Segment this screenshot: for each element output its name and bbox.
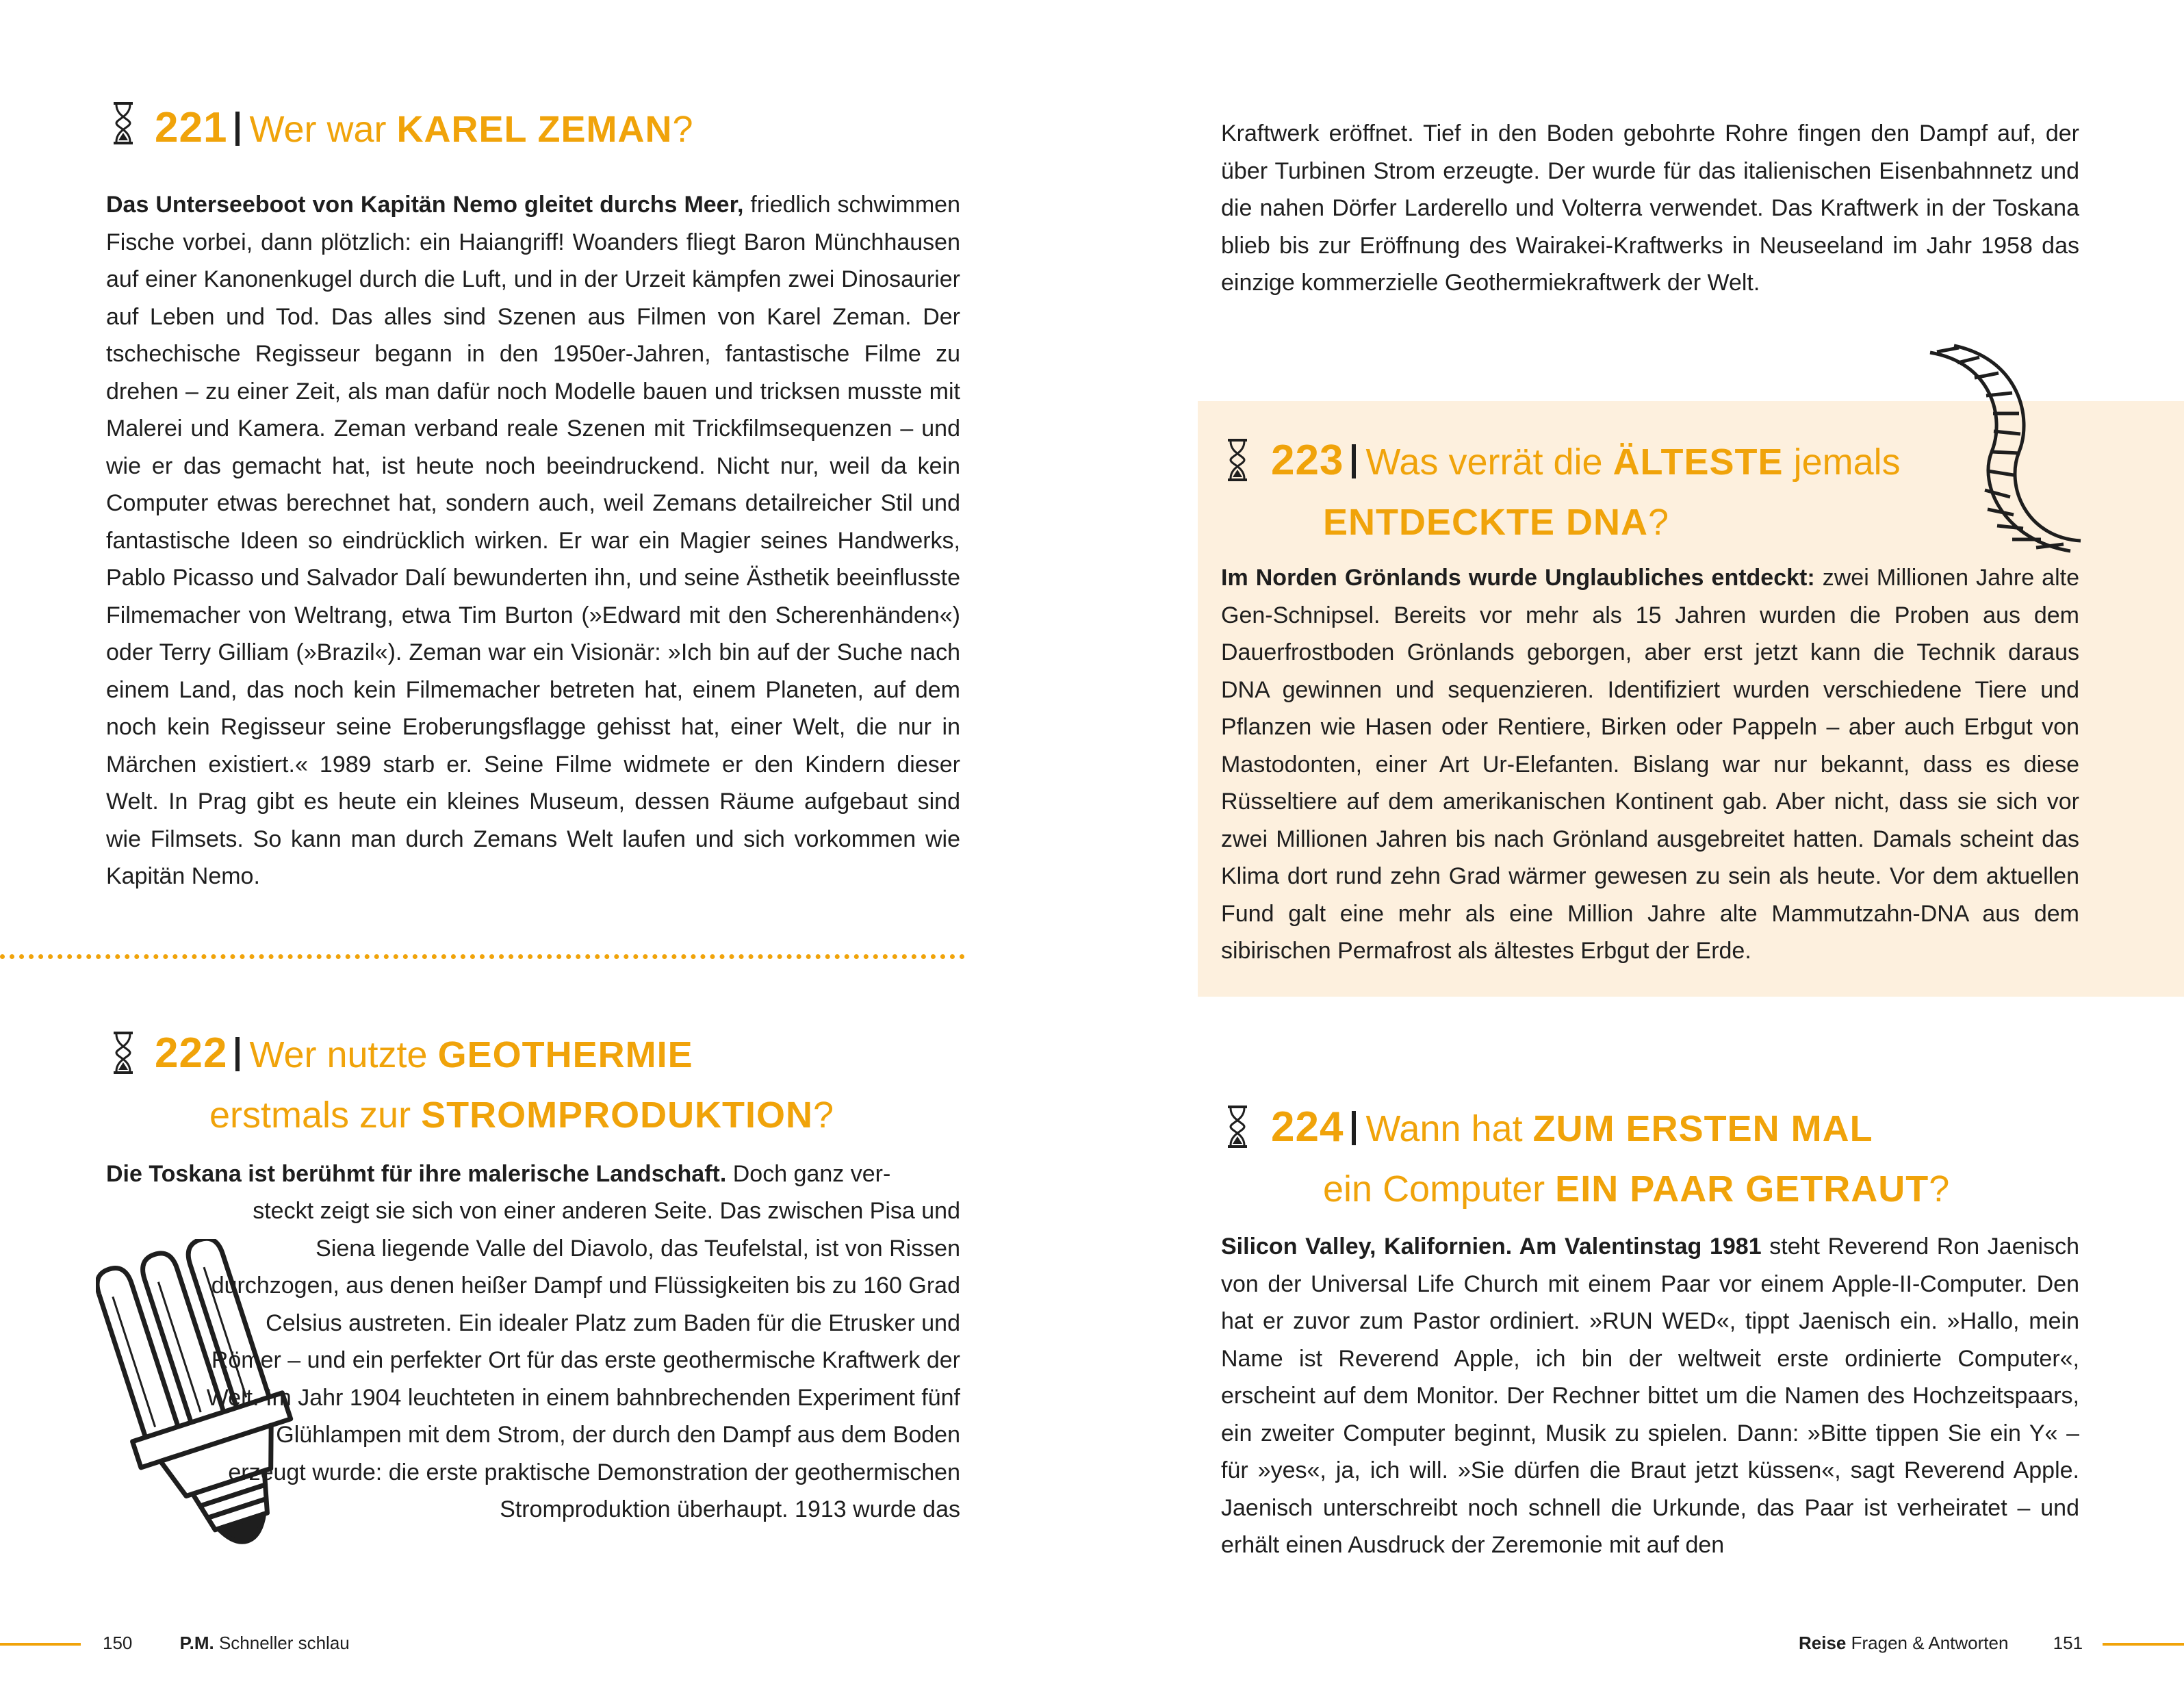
heading-divider	[1352, 444, 1356, 478]
answer-222-continuation	[1221, 115, 2079, 302]
question-221-heading	[155, 103, 693, 164]
question-text: jemals	[1783, 442, 1901, 483]
question-keyword: ZUM ERSTEN MAL	[1532, 1108, 1873, 1149]
dna-helix-icon	[1916, 342, 2087, 561]
answer-222-text	[205, 1192, 960, 1529]
answer-body: steckt zeigt sie sich von einer anderen Seite. Das zwischen Pisa und Siena liegende Valle del Diavolo, das Teufelstal, ist von Rissen durchzogen, aus denen heißer Dampf und Flüssigkeiten bis zu 160 Grad Celsius austreten. Ein idealer Platz zum Baden für die Etrusker und Römer – und ein perfekter Ort für das erste geothermische Kraftwerk der Welt. Im Jahr 1904 leuchteten in einem bahnbrechenden Experiment fünf Glühlampen mit dem Strom, der durch den Dampf aus dem Boden erzeugt wurde: die erste praktische Demonstration der geothermischen Stromproduktion überhaupt. 1913 wurde das	[206, 1198, 960, 1522]
question-text: Wer war	[249, 109, 397, 150]
question-text: Wer nutzte	[249, 1034, 438, 1075]
hourglass-icon	[1225, 438, 1250, 482]
answer-lead: Das Unterseeboot von Kapitän Nemo gleitet durchs Meer,	[106, 192, 744, 218]
dotted-separator	[0, 954, 965, 959]
question-number: 223	[1271, 437, 1344, 484]
question-text: Was verrät die	[1365, 442, 1613, 483]
footer-rule	[0, 1643, 81, 1646]
answer-lead: Silicon Valley, Kalifornien. Am Valentinstag 1981	[1221, 1234, 1762, 1260]
question-keyword-line2: ENTDECKTE DNA	[1323, 502, 1649, 543]
answer-body: Kraftwerk eröffnet. Tief in den Boden gebohrte Rohre fingen den Dampf auf, der über Turbinen Strom erzeugte. Der wurde für das italienischen Eisenbahnnetz und die nahen Dörfer Larderello und Volterra verwendet. Das Kraftwerk in der Toskana blieb bis zur Eröffnung des Wairakei-Kraftwerks in Neuseeland im Jahr 1958 das einzige kommerzielle Geothermiekraftwerk der Welt.	[1221, 120, 2079, 296]
question-number: 224	[1271, 1103, 1344, 1151]
question-keyword: KAREL ZEMAN	[396, 109, 673, 150]
footer-right	[1799, 1633, 2083, 1653]
question-keyword-line2: EIN PAAR GETRAUT	[1555, 1168, 1929, 1210]
question-keyword-line2: STROMPRODUKTION	[421, 1095, 814, 1136]
heading-divider	[1352, 1111, 1356, 1145]
hourglass-icon	[111, 1031, 136, 1075]
hourglass-icon	[1225, 1105, 1250, 1149]
question-keyword: GEOTHERMIE	[437, 1034, 693, 1075]
question-222-heading	[155, 1028, 834, 1140]
section-name: Reise	[1799, 1633, 1847, 1653]
question-number: 221	[155, 104, 228, 151]
heading-divider	[235, 1037, 240, 1071]
answer-body: zwei Millionen Jahre alte Gen-Schnipsel. Bereits vor mehr als 15 Jahren wurden die Proben aus dem Dauerfrostboden Grönlands geborgen, aber erst jetzt kann die Technik daraus DNA gewinnen und sequenzieren. Identifiziert wurden verschiedene Tiere und Pflanzen wie Hasen oder Rentiere, Birken oder Pappeln – aber auch Erbgut von Mastodonten, einer Art Ur-Elefanten. Bislang war nur bekannt, dass es diese Rüsseltiere auf dem amerikanischen Kontinent gab. Aber nicht, dass sie sich vor zwei Millionen Jahren bis nach Grönland ausgebreitet hatten. Damals scheint das Klima dort rund zehn Grad wärmer gewesen zu sein als heute. Vor dem aktuellen Fund galt eine mehr als eine Million Jahre alte Mammutzahn-DNA aus dem sibirischen Permafrost als ältestes Erbgut der Erde.	[1221, 565, 2080, 964]
brand-name: P.M.	[179, 1633, 214, 1653]
page-number: 151	[2053, 1633, 2083, 1653]
answer-224-text	[1221, 1228, 2079, 1564]
answer-lead: Die Toskana ist berühmt für ihre malerische Landschaft.	[106, 1161, 727, 1187]
question-text-line2: erstmals zur	[209, 1095, 422, 1136]
answer-body: friedlich schwimmen Fische vorbei, dann plötzlich: ein Haiangriff! Woanders fliegt Baron Münchhausen auf einer Kanonenkugel durch die Luft, und in der Urzeit kämpfen zwei Dinosaurier auf Leben und Tod. Das alles sind Szenen aus Filmen von Karel Zeman. Der tschechische Regisseur begann in den 1950er-Jahren, fantastische Filme zu drehen – zu einer Zeit, als man dafür noch Modelle bauen und tricksen musste mit Malerei und Kamera. Zeman verband reale Szenen mit Trickfilmsequenzen – und wie er das gemacht hat, ist heute noch beeindruckend. Nicht nur, weil da kein Computer etwas berechnet hat, sondern auch, weil Zemans detailreicher Stil und fantastische Ideen so eindrücklich wirken. Er war ein Magier seines Handwerks, Pablo Picasso und Salvador Dalí bewunderten ihn, und seine Ästhetik beeinflusste Filmemacher von Weltrang, etwa Tim Burton (»Edward mit den Scherenhänden«) oder Terry Gilliam (»Brazil«). Zeman war ein Visionär: »Ich bin auf der Suche nach einem Land, das noch kein Filmemacher betreten hat, einem Planeten, auf dem noch kein Regisseur seine Eroberungsflagge gehisst hat, einer Welt, die nur in Märchen existiert.« 1989 starb er. Seine Filme widmete er den Kindern dieser Welt. In Prag gibt es heute ein kleines Museum, dessen Räume aufgebaut sind wie Filmsets. So kann man durch Zemans Welt laufen und sich vorkommen wie Kapitän Nemo.	[106, 192, 960, 889]
question-keyword: ÄLTESTE	[1613, 442, 1784, 483]
answer-body: steht Reverend Ron Jaenisch von der Universal Life Church mit einem Paar vor einem Apple-II-Computer. Den hat er zuvor zum Pastor ordiniert. »RUN WED«, tippt Jaenisch ein. »Hallo, mein Name ist Reverend Apple, ich bin der weltweit erste ordinierte Computer«, erscheint auf dem Monitor. Der Rechner bittet um die Namen des Hochzeitspaars, ein zweiter Computer beginnt, Musik zu spielen. Dann: »Bitte tippen Sie ein Y« – für »yes«, ja, ich will. »Sie dürfen die Braut jetzt küssen«, sagt Reverend Apple. Jaenisch unterschreibt noch schnell die Urkunde, das Paar ist verheiratet – und erhält einen Ausdruck der Zeremonie mit auf den	[1221, 1234, 2080, 1558]
answer-lead: Im Norden Grönlands wurde Unglaubliches entdeckt:	[1221, 565, 1815, 591]
footer-rule	[2103, 1643, 2184, 1646]
answer-221-text	[106, 186, 960, 895]
question-mark: ?	[1648, 502, 1669, 543]
question-223-heading	[1271, 435, 1901, 548]
hourglass-icon	[111, 101, 136, 145]
book-title: Schneller schlau	[218, 1633, 350, 1653]
section-title: Fragen & Antworten	[1851, 1633, 2009, 1653]
question-mark: ?	[672, 109, 693, 150]
question-number: 222	[155, 1030, 228, 1077]
question-text-line2: ein Computer	[1323, 1168, 1556, 1210]
answer-223-text	[1221, 559, 2079, 970]
question-mark: ?	[813, 1095, 834, 1136]
answer-222-first-line	[106, 1155, 960, 1193]
footer-left	[103, 1633, 350, 1653]
heading-divider	[235, 112, 240, 146]
page-number: 150	[103, 1633, 133, 1653]
question-mark: ?	[1929, 1168, 1950, 1210]
question-224-heading	[1271, 1102, 1949, 1214]
question-text: Wann hat	[1365, 1108, 1533, 1149]
answer-body: Doch ganz ver-	[726, 1161, 891, 1187]
